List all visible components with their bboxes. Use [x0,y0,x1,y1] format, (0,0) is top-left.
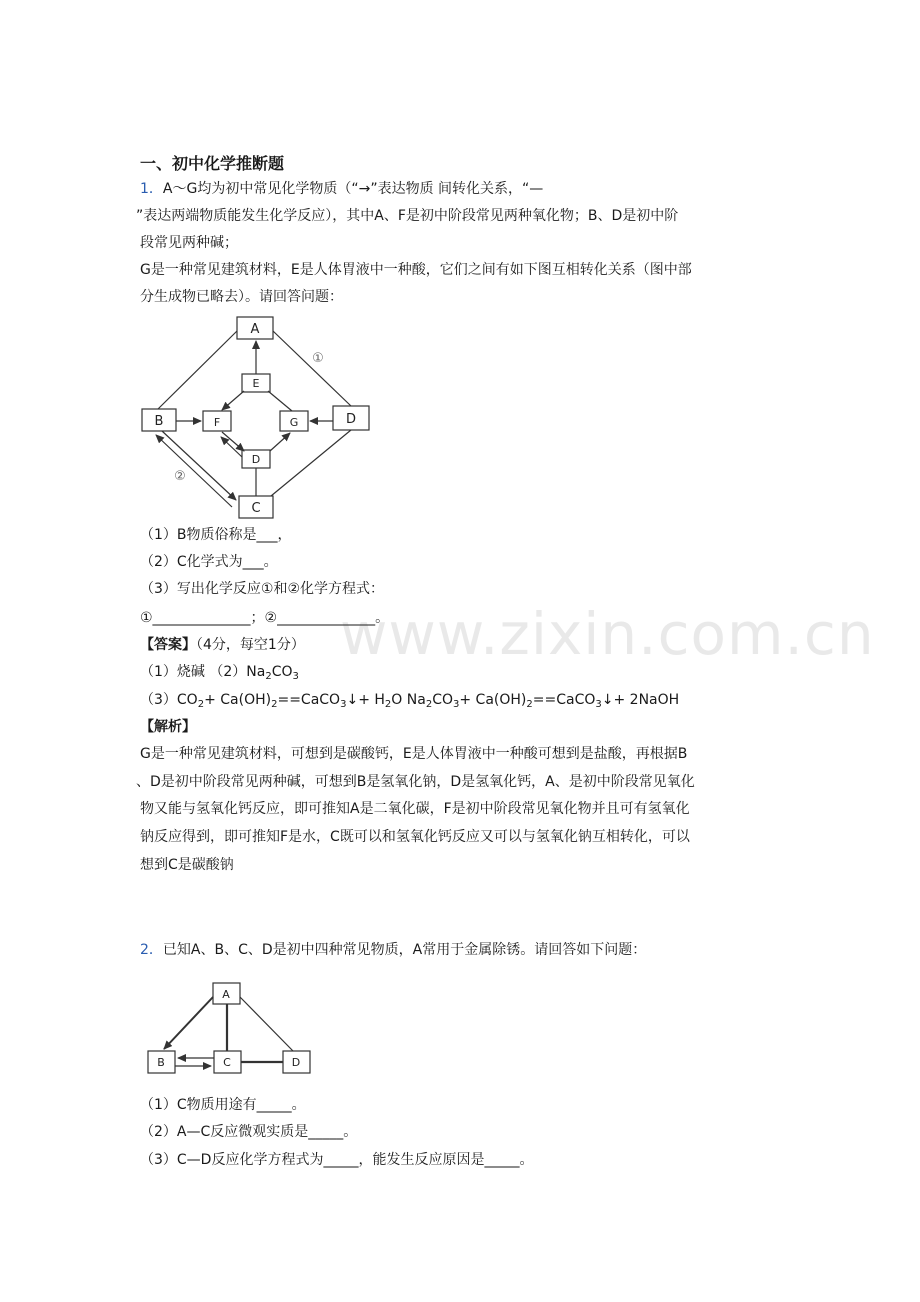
q1-analysis-label: 【解析】 [140,719,196,735]
node-D-small: D [251,453,261,466]
reaction-mark-1: ① [312,351,324,366]
q1-line4: G是一种常见建筑材料，E是人体胃液中一种酸，它们之间有如下图互相转化关系（图中部 [140,262,692,278]
q1-line5: 分生成物已略去）。请回答问题： [140,289,343,305]
watermark: www.zixin.com.cn [340,600,875,668]
node-B: B [154,414,164,429]
node-E: E [252,377,260,390]
q2-diagram [140,978,315,1080]
q2-number: 2． [140,942,163,958]
q2-edge-A-D [240,997,293,1051]
q1-analysis-1: G是一种常见建筑材料，可想到是碳酸钙，E是人体胃液中一种酸可想到是盐酸，再根据B [140,746,688,762]
node-C: C [251,501,261,516]
q1-blanks: ①______________；②______________。 [140,610,390,626]
q1-analysis-5: 想到C是碳酸钠 [140,857,234,873]
q1-line2: ”表达两端物质能发生化学反应），其中A、F是初中阶段常见两种氧化物；B、D是初中阶 [136,208,679,224]
q1-answer-1-2: （1）烧碱 $(2)Na_2CO_3$ [140,664,299,682]
q2-arrow-A-B [164,997,213,1049]
q1-analysis-3: 物又能与氢氧化钙反应，即可推知A是二氧化碳，F是初中阶段常见氧化物并且可有氢氧化 [140,801,690,817]
edge-E-G [268,391,292,411]
node-D: D [345,412,357,427]
q2-sub3: （3）C—D反应化学方程式为_____，能发生反应原因是_____。 [140,1152,534,1168]
q2-node-D: D [291,1056,301,1069]
q1-analysis-2: 、D是初中阶段常见两种碱，可想到B是氢氧化钠，D是氢氧化钙，A、是初中阶段常见氧化 [136,774,695,790]
q1-line1: 1．A～G均为初中常见化学物质（“→”表达物质 间转化关系，“— [140,181,544,197]
q1-diagram [135,312,380,522]
q1-sub2: （2）C化学式为___。 [140,554,278,570]
node-F: F [213,416,221,429]
reaction-mark-2: ② [174,469,186,484]
q1-answer-3: $(3)CO_2+$ $Ca(OH)_2==CaCO_3↓+ H_2O$ $Na_2CO_3+$ $Ca(OH)_2==CaCO_3↓+$ 2NaOH [140,692,680,710]
q2-text: 2．已知A、B、C、D是初中四种常见物质，A常用于金属除锈。请回答如下问题： [140,942,647,958]
q1-analysis-4: 钠反应得到，即可推知F是水，C既可以和氢氧化钙反应又可以与氢氧化钠互相转化，可以 [140,829,690,845]
q1-number: 1． [140,181,163,197]
edge-A-B [158,331,237,409]
q2-sub1: （1）C物质用途有_____。 [140,1097,306,1113]
q1-sub1: （1）B物质俗称是___， [140,527,292,543]
q1-sub3: （3）写出化学反应①和②化学方程式： [140,581,385,597]
q2-node-C: C [223,1056,231,1069]
node-A: A [250,322,260,337]
arrow-D-G [270,433,290,451]
q2-sub2: （2）A—C反应微观实质是_____。 [140,1124,358,1140]
q2-node-B: B [157,1056,165,1069]
q1-line3: 段常见两种碱； [140,235,238,251]
q1-answer-header: 【答案】（4分，每空1分） [140,637,305,653]
edge-A-D [273,331,351,406]
q2-node-A: A [222,988,230,1001]
arrow-E-F [222,391,244,410]
section-title: 一、初中化学推断题 [140,154,285,173]
arrow-C-B [156,435,232,507]
node-G: G [289,416,299,429]
